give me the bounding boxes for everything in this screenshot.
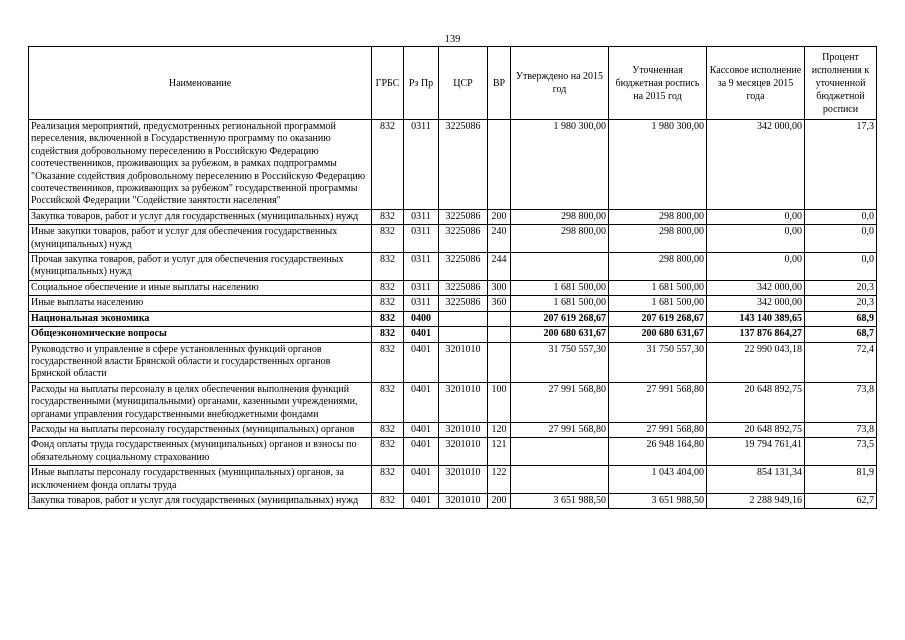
col-header-name: Наименование — [29, 47, 372, 120]
cell-cash: 0,00 — [707, 209, 805, 224]
cell-vr: 120 — [488, 422, 511, 437]
cell-cash: 19 794 761,41 — [707, 438, 805, 466]
cell-approved: 27 991 568,80 — [511, 422, 609, 437]
col-header-grbs: ГРБС — [372, 47, 404, 120]
cell-name: Расходы на выплаты персоналу в целях обеспечения выполнения функций государственными (муниципальными) органами, казенными учреждениями, органами управления государственными внебюджетными фондами — [29, 382, 372, 422]
table-row — [29, 466, 877, 494]
cell-rzpr: 0311 — [404, 120, 439, 210]
cell-refined: 26 948 164,80 — [609, 438, 707, 466]
cell-cash: 20 648 892,75 — [707, 382, 805, 422]
cell-approved: 1 681 500,00 — [511, 296, 609, 311]
cell-grbs: 832 — [372, 209, 404, 224]
cell-name: Закупка товаров, работ и услуг для государственных (муниципальных) нужд — [29, 209, 372, 224]
cell-rzpr: 0401 — [404, 422, 439, 437]
cell-csr: 3201010 — [439, 466, 488, 494]
cell-percent: 0,0 — [805, 209, 877, 224]
cell-percent: 72,4 — [805, 342, 877, 382]
cell-grbs: 832 — [372, 493, 404, 508]
cell-refined: 27 991 568,80 — [609, 382, 707, 422]
cell-vr — [488, 327, 511, 342]
cell-rzpr: 0401 — [404, 493, 439, 508]
cell-refined: 1 681 500,00 — [609, 296, 707, 311]
cell-rzpr: 0311 — [404, 209, 439, 224]
cell-vr: 244 — [488, 253, 511, 281]
cell-cash: 0,00 — [707, 253, 805, 281]
cell-percent: 0,0 — [805, 225, 877, 253]
col-header-vr: ВР — [488, 47, 511, 120]
cell-percent: 62,7 — [805, 493, 877, 508]
cell-grbs: 832 — [372, 342, 404, 382]
cell-cash: 2 288 949,16 — [707, 493, 805, 508]
cell-name: Общеэкономические вопросы — [29, 327, 372, 342]
cell-name: Иные выплаты населению — [29, 296, 372, 311]
col-header-refined: Уточненная бюджетная роспись на 2015 год — [609, 47, 707, 120]
cell-refined: 3 651 988,50 — [609, 493, 707, 508]
cell-approved: 207 619 268,67 — [511, 311, 609, 326]
cell-csr: 3225086 — [439, 253, 488, 281]
cell-approved — [511, 466, 609, 494]
cell-vr: 200 — [488, 493, 511, 508]
cell-name: Социальное обеспечение и иные выплаты населению — [29, 280, 372, 295]
cell-refined: 31 750 557,30 — [609, 342, 707, 382]
cell-approved: 298 800,00 — [511, 225, 609, 253]
cell-rzpr: 0401 — [404, 466, 439, 494]
cell-name: Фонд оплаты труда государственных (муниципальных) органов и взносы по обязательному социальному страхованию — [29, 438, 372, 466]
cell-vr — [488, 120, 511, 210]
cell-approved: 200 680 631,67 — [511, 327, 609, 342]
cell-rzpr: 0311 — [404, 225, 439, 253]
cell-name: Реализация мероприятий, предусмотренных региональной программой переселения, включенной в Государственную программу по оказанию содействия добровольному переселению в Российскую Федерацию соотечественников, проживающих за рубежом, в рамках подпрограммы "Оказание содействия добровольному переселению в Российскую Федерацию соотечественников, проживающих за рубежом" государственной программы Российской Федерации "Содействие занятости населения" — [29, 120, 372, 210]
cell-rzpr: 0401 — [404, 342, 439, 382]
table-row — [29, 296, 877, 311]
cell-grbs: 832 — [372, 466, 404, 494]
cell-csr: 3201010 — [439, 438, 488, 466]
cell-cash: 137 876 864,27 — [707, 327, 805, 342]
cell-cash: 20 648 892,75 — [707, 422, 805, 437]
cell-name: Расходы на выплаты персоналу государственных (муниципальных) органов — [29, 422, 372, 437]
cell-grbs: 832 — [372, 120, 404, 210]
table-row — [29, 382, 877, 422]
cell-refined: 298 800,00 — [609, 209, 707, 224]
cell-grbs: 832 — [372, 280, 404, 295]
cell-grbs: 832 — [372, 327, 404, 342]
col-header-csr: ЦСР — [439, 47, 488, 120]
cell-grbs: 832 — [372, 382, 404, 422]
cell-vr: 100 — [488, 382, 511, 422]
cell-rzpr: 0401 — [404, 382, 439, 422]
cell-cash: 342 000,00 — [707, 120, 805, 210]
cell-rzpr: 0401 — [404, 438, 439, 466]
cell-percent: 81,9 — [805, 466, 877, 494]
table-row — [29, 311, 877, 326]
table-row — [29, 209, 877, 224]
cell-grbs: 832 — [372, 253, 404, 281]
cell-vr: 121 — [488, 438, 511, 466]
col-header-cash: Кассовое исполнение за 9 месяцев 2015 года — [707, 47, 805, 120]
cell-refined: 1 681 500,00 — [609, 280, 707, 295]
cell-csr: 3225086 — [439, 120, 488, 210]
table-row — [29, 438, 877, 466]
cell-cash: 342 000,00 — [707, 280, 805, 295]
table-row — [29, 225, 877, 253]
cell-csr — [439, 311, 488, 326]
cell-rzpr: 0311 — [404, 296, 439, 311]
cell-grbs: 832 — [372, 296, 404, 311]
cell-csr: 3201010 — [439, 382, 488, 422]
cell-percent: 0,0 — [805, 253, 877, 281]
cell-cash: 22 990 043,18 — [707, 342, 805, 382]
header-row — [29, 47, 877, 120]
cell-percent: 68,9 — [805, 311, 877, 326]
cell-approved: 31 750 557,30 — [511, 342, 609, 382]
cell-cash: 143 140 389,65 — [707, 311, 805, 326]
cell-refined: 1 980 300,00 — [609, 120, 707, 210]
cell-grbs: 832 — [372, 422, 404, 437]
table-row — [29, 327, 877, 342]
cell-percent: 73,8 — [805, 382, 877, 422]
cell-cash: 854 131,34 — [707, 466, 805, 494]
budget-table — [28, 46, 877, 509]
cell-cash: 0,00 — [707, 225, 805, 253]
cell-grbs: 832 — [372, 311, 404, 326]
table-row — [29, 342, 877, 382]
cell-csr: 3225086 — [439, 296, 488, 311]
cell-csr — [439, 327, 488, 342]
cell-rzpr: 0311 — [404, 280, 439, 295]
cell-percent: 20,3 — [805, 280, 877, 295]
cell-approved — [511, 438, 609, 466]
cell-approved: 298 800,00 — [511, 209, 609, 224]
cell-vr: 200 — [488, 209, 511, 224]
cell-csr: 3201010 — [439, 493, 488, 508]
cell-rzpr: 0401 — [404, 327, 439, 342]
cell-vr — [488, 342, 511, 382]
cell-vr: 240 — [488, 225, 511, 253]
table-row — [29, 422, 877, 437]
cell-csr: 3225086 — [439, 225, 488, 253]
cell-name: Иные закупки товаров, работ и услуг для обеспечения государственных (муниципальных) нужд — [29, 225, 372, 253]
cell-grbs: 832 — [372, 225, 404, 253]
cell-name: Руководство и управление в сфере установленных функций органов государственной власти Брянской области и государственных органов Брянской области — [29, 342, 372, 382]
cell-percent: 73,5 — [805, 438, 877, 466]
cell-approved: 1 681 500,00 — [511, 280, 609, 295]
cell-refined: 298 800,00 — [609, 253, 707, 281]
cell-grbs: 832 — [372, 438, 404, 466]
table-row — [29, 493, 877, 508]
cell-name: Национальная экономика — [29, 311, 372, 326]
cell-refined: 200 680 631,67 — [609, 327, 707, 342]
cell-rzpr: 0311 — [404, 253, 439, 281]
cell-approved: 1 980 300,00 — [511, 120, 609, 210]
cell-vr — [488, 311, 511, 326]
cell-refined: 298 800,00 — [609, 225, 707, 253]
cell-percent: 17,3 — [805, 120, 877, 210]
cell-csr: 3201010 — [439, 342, 488, 382]
cell-csr: 3225086 — [439, 280, 488, 295]
cell-name: Закупка товаров, работ и услуг для государственных (муниципальных) нужд — [29, 493, 372, 508]
page-number: 139 — [444, 34, 461, 45]
cell-vr: 122 — [488, 466, 511, 494]
cell-refined: 207 619 268,67 — [609, 311, 707, 326]
cell-percent: 20,3 — [805, 296, 877, 311]
cell-approved: 27 991 568,80 — [511, 382, 609, 422]
cell-cash: 342 000,00 — [707, 296, 805, 311]
cell-percent: 73,8 — [805, 422, 877, 437]
table-row — [29, 280, 877, 295]
cell-percent: 68,7 — [805, 327, 877, 342]
table-row — [29, 120, 877, 210]
table-row — [29, 253, 877, 281]
cell-refined: 27 991 568,80 — [609, 422, 707, 437]
cell-vr: 360 — [488, 296, 511, 311]
cell-csr: 3225086 — [439, 209, 488, 224]
col-header-percent: Процент исполнения к уточненной бюджетной росписи — [805, 47, 877, 120]
cell-name: Прочая закупка товаров, работ и услуг для обеспечения государственных (муниципальных) нужд — [29, 253, 372, 281]
cell-refined: 1 043 404,00 — [609, 466, 707, 494]
col-header-rzpr: Рз Пр — [404, 47, 439, 120]
cell-name: Иные выплаты персоналу государственных (муниципальных) органов, за исключением фонда оплаты труда — [29, 466, 372, 494]
cell-csr: 3201010 — [439, 422, 488, 437]
cell-approved: 3 651 988,50 — [511, 493, 609, 508]
cell-vr: 300 — [488, 280, 511, 295]
cell-rzpr: 0400 — [404, 311, 439, 326]
cell-approved — [511, 253, 609, 281]
col-header-approved: Утверждено на 2015 год — [511, 47, 609, 120]
